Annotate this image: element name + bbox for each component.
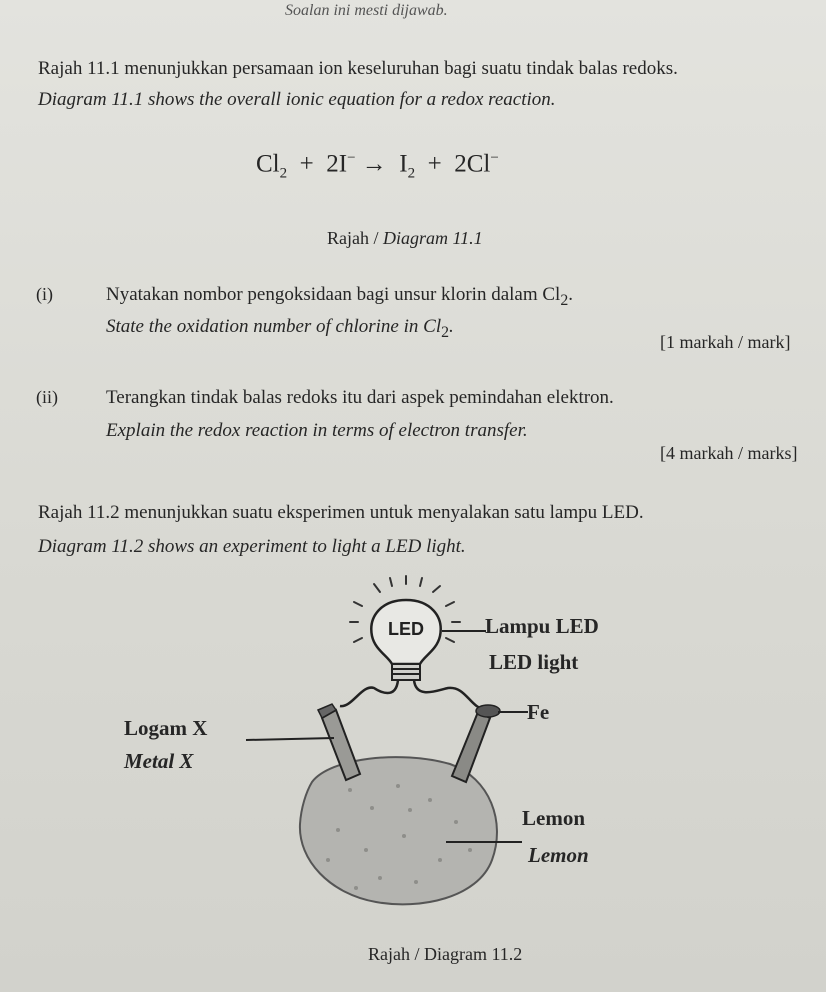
label-fe: Fe [527,700,550,724]
question-i-number: (i) [36,284,53,304]
question-ii-number: (ii) [36,387,58,407]
intro2-english: Diagram 11.2 shows an experiment to light a LED light. [38,536,466,557]
caption-english: Diagram 11.1 [383,228,483,248]
left-wire [340,680,398,706]
question-i-malay-text: Nyatakan nombor pengoksidaan bagi unsur klorin dalam Cl [106,284,561,305]
eq-arrow: → [361,150,387,178]
question-ii-english: Explain the redox reaction in terms of electron transfer. [106,420,528,441]
eq-reactant-2: 2I [326,150,348,178]
fe-electrode [452,705,500,782]
ionic-equation [256,150,499,182]
eq-plus-2: + [427,150,442,178]
label-metal-x: Metal X [124,749,194,773]
eq-product-2: 2Cl [454,150,491,178]
caption-malay: Rajah [327,228,369,248]
leader-metal-x [246,738,334,740]
label-lemon-english: Lemon [528,843,589,867]
right-wire [414,680,486,710]
led-bulb-text: LED [388,619,424,639]
question-i-malay-end: . [568,284,573,305]
intro-malay: Rajah 11.1 menunjukkan persamaan ion keseluruhan bagi suatu tindak balas redoks. [38,58,678,79]
label-led-light [489,650,578,675]
label-led-light-text: LED light [489,650,579,674]
eq-reactant-1: Cl [256,150,280,178]
caption-sep: / [369,228,384,248]
eq-plus-1: + [299,150,314,178]
intro-english: Diagram 11.1 shows the overall ionic equation for a redox reaction. [38,89,556,110]
question-i-malay [106,284,573,310]
led-base [392,664,420,680]
question-i-english-sub: 2 [441,323,450,341]
eq-product-1: I [399,150,408,178]
question-i-marks: [1 markah / mark] [660,332,791,352]
question-i-english-text: State the oxidation number of chlorine in Cl [106,316,442,337]
label-logam-x: Logam X [124,716,208,740]
diagram-11-1-caption [327,228,483,249]
intro2-malay: Rajah 11.2 menunjukkan suatu eksperimen untuk menyalakan satu lampu LED. [38,502,644,523]
diagram-11-2-caption: Rajah / Diagram 11.2 [368,944,523,964]
eq-product-2-sup: − [490,150,499,166]
label-lemon-malay: Lemon [522,806,585,830]
eq-reactant-2-sup: − [347,150,356,166]
question-ii-marks: [4 markah / marks] [660,443,798,463]
eq-reactant-1-sub: 2 [279,165,288,182]
question-i-english [106,316,454,342]
question-i-malay-sub: 2 [560,291,569,309]
question-i-english-end: . [449,316,454,337]
header-note: Soalan ini mesti dijawab. [285,2,448,19]
label-lampu-led: Lampu LED [485,614,599,638]
eq-product-1-sub: 2 [407,165,416,182]
question-ii-malay: Terangkan tindak balas redoks itu dari aspek pemindahan elektron. [106,387,614,408]
